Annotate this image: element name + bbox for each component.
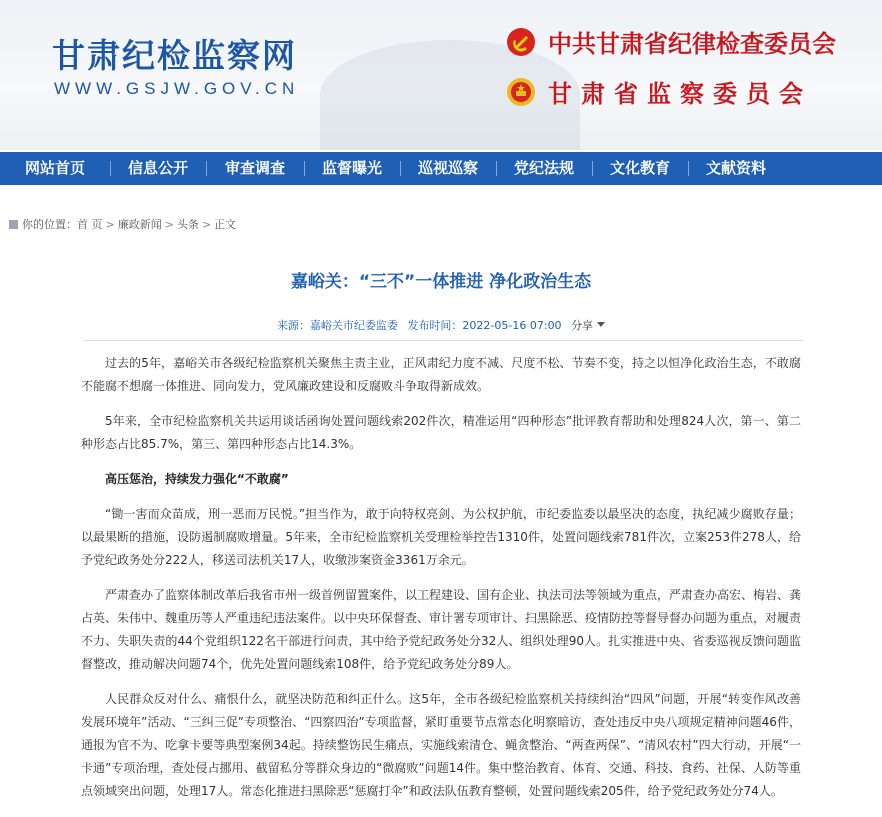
divider (83, 340, 803, 341)
org-name-supervision: 甘肃省监察委员会 (548, 79, 812, 108)
org-line-commission (506, 24, 836, 59)
breadcrumb (9, 216, 236, 232)
national-emblem-icon (506, 77, 536, 107)
nav-item-supervision-exposure[interactable]: 监督曝光 (304, 152, 400, 185)
nav-item-inspection[interactable]: 巡视巡察 (400, 152, 496, 185)
breadcrumb-separator: > (105, 217, 115, 231)
article-subheading: 高压惩治，持续发力强化“不敢腐” (105, 472, 289, 486)
location-icon (9, 220, 18, 229)
nav-item-home[interactable]: 网站首页 (24, 159, 85, 177)
article-paragraph: 人民群众反对什么、痛恨什么，就坚决防范和纠正什么。这5年，全市各级纪检监察机关持续纠治“四风”问题，开展“转变作风改善发展环境年”活动、“三纠三促”专项整治、“四察四治”专项监督，紧盯重要节点常态化明察暗访，查处违反中央八项规定精神问题46件，通报为官不为、吃拿卡要等典型案例34起。持续整饬民生痛点，实施线索清仓、蝇贪整治、“两查两保”、“清风农村”四大行动，开展“一卡通”专项治理，查处侵占挪用、截留私分等群众身边的“微腐败”问题14件。集中整治教育、体育、交通、科技、食药、社保、人防等重点领域突出问题，处理17人。常态化推进扫黑除恶“惩腐打伞”和政法队伍教育整顿，处置问题线索205件，给予党纪政务处分74人。 (81, 692, 801, 798)
article-paragraph: 过去的5年，嘉峪关市各级纪检监察机关聚焦主责主业，正风肃纪力度不减、尺度不松、节奏不变，持之以恒净化政治生态，不敢腐不能腐不想腐一体推进、同向发力，党风廉政建设和反腐败斗争取得新成效。 (81, 356, 801, 393)
article-body (81, 352, 801, 815)
breadcrumb-separator: > (201, 217, 212, 231)
site-url[interactable]: WWW.GSJW.GOV.CN (54, 79, 300, 98)
site-title[interactable]: 甘肃纪检监察网 (52, 36, 297, 75)
breadcrumb-headline[interactable]: 头条 (176, 218, 199, 231)
breadcrumb-news[interactable]: 廉政新闻 (117, 218, 162, 231)
nav-item-literature[interactable]: 文献资料 (688, 152, 784, 185)
org-line-supervision (506, 74, 812, 109)
share-button[interactable]: 分享 (571, 319, 605, 332)
article-paragraph: “锄一害而众苗成，刑一恶而万民悦。”担当作为，敢于向特权亮剑、为公权护航，市纪委监委以最坚决的态度，执纪减少腐败存量；以最果断的措施，设防遏制腐败增量。5年来，全市纪检监察机关受理检举控告1310件，处置问题线索781件次，立案253件278人，给予党纪政务处分222人，移送司法机关17人，收缴涉案资金3361万余元。 (81, 507, 801, 567)
article-publish-time: 发布时间：2022-05-16 07:00 (407, 319, 562, 332)
nav-item-info-disclosure[interactable]: 信息公开 (110, 152, 206, 185)
nav-item-party-regulations[interactable]: 党纪法规 (496, 152, 592, 185)
breadcrumb-separator: > (164, 217, 174, 231)
article-meta (0, 317, 882, 333)
breadcrumb-prefix: 你的位置： (22, 218, 77, 231)
article-source: 来源：嘉峪关市纪委监委 (276, 319, 398, 332)
nav-item-investigation[interactable]: 审查调查 (206, 152, 304, 185)
nav-item-culture-education[interactable]: 文化教育 (592, 152, 688, 185)
article-title: 嘉峪关：“三不”一体推进 净化政治生态 (290, 272, 592, 292)
article-paragraph: 5年来，全市纪检监察机关共运用谈话函询处置问题线索202件次，精准运用“四种形态”批评教育帮助和处理824人次，第一、第二种形态占比85.7%，第三、第四种形态占比14.3%。 (81, 414, 801, 451)
breadcrumb-current: 正文 (214, 218, 237, 231)
main-nav (0, 152, 882, 185)
org-name-commission: 中共甘肃省纪律检查委员会 (548, 29, 836, 58)
site-header (0, 0, 882, 150)
article-paragraph: 严肃查办了监察体制改革后我省市州一级首例留置案件，以工程建设、国有企业、执法司法等领域为重点，严肃查办高宏、梅岩、龚占英、朱伟中、魏重历等人严重违纪违法案件。以中央环保督查、审计署专项审计、扫黑除恶、疫情防控等督导督办问题为重点，对履责不力、失职失责的44个党组织122名干部进行问责，其中给予党纪政务处分32人、组织处理90人。扎实推进中央、省委巡视反馈问题监督整改，推动解决问题74个，优先处置问题线索108件，给予党纪政务处分89人。 (81, 588, 802, 671)
breadcrumb-home[interactable]: 首 页 (77, 218, 103, 231)
party-emblem-icon (506, 27, 536, 57)
